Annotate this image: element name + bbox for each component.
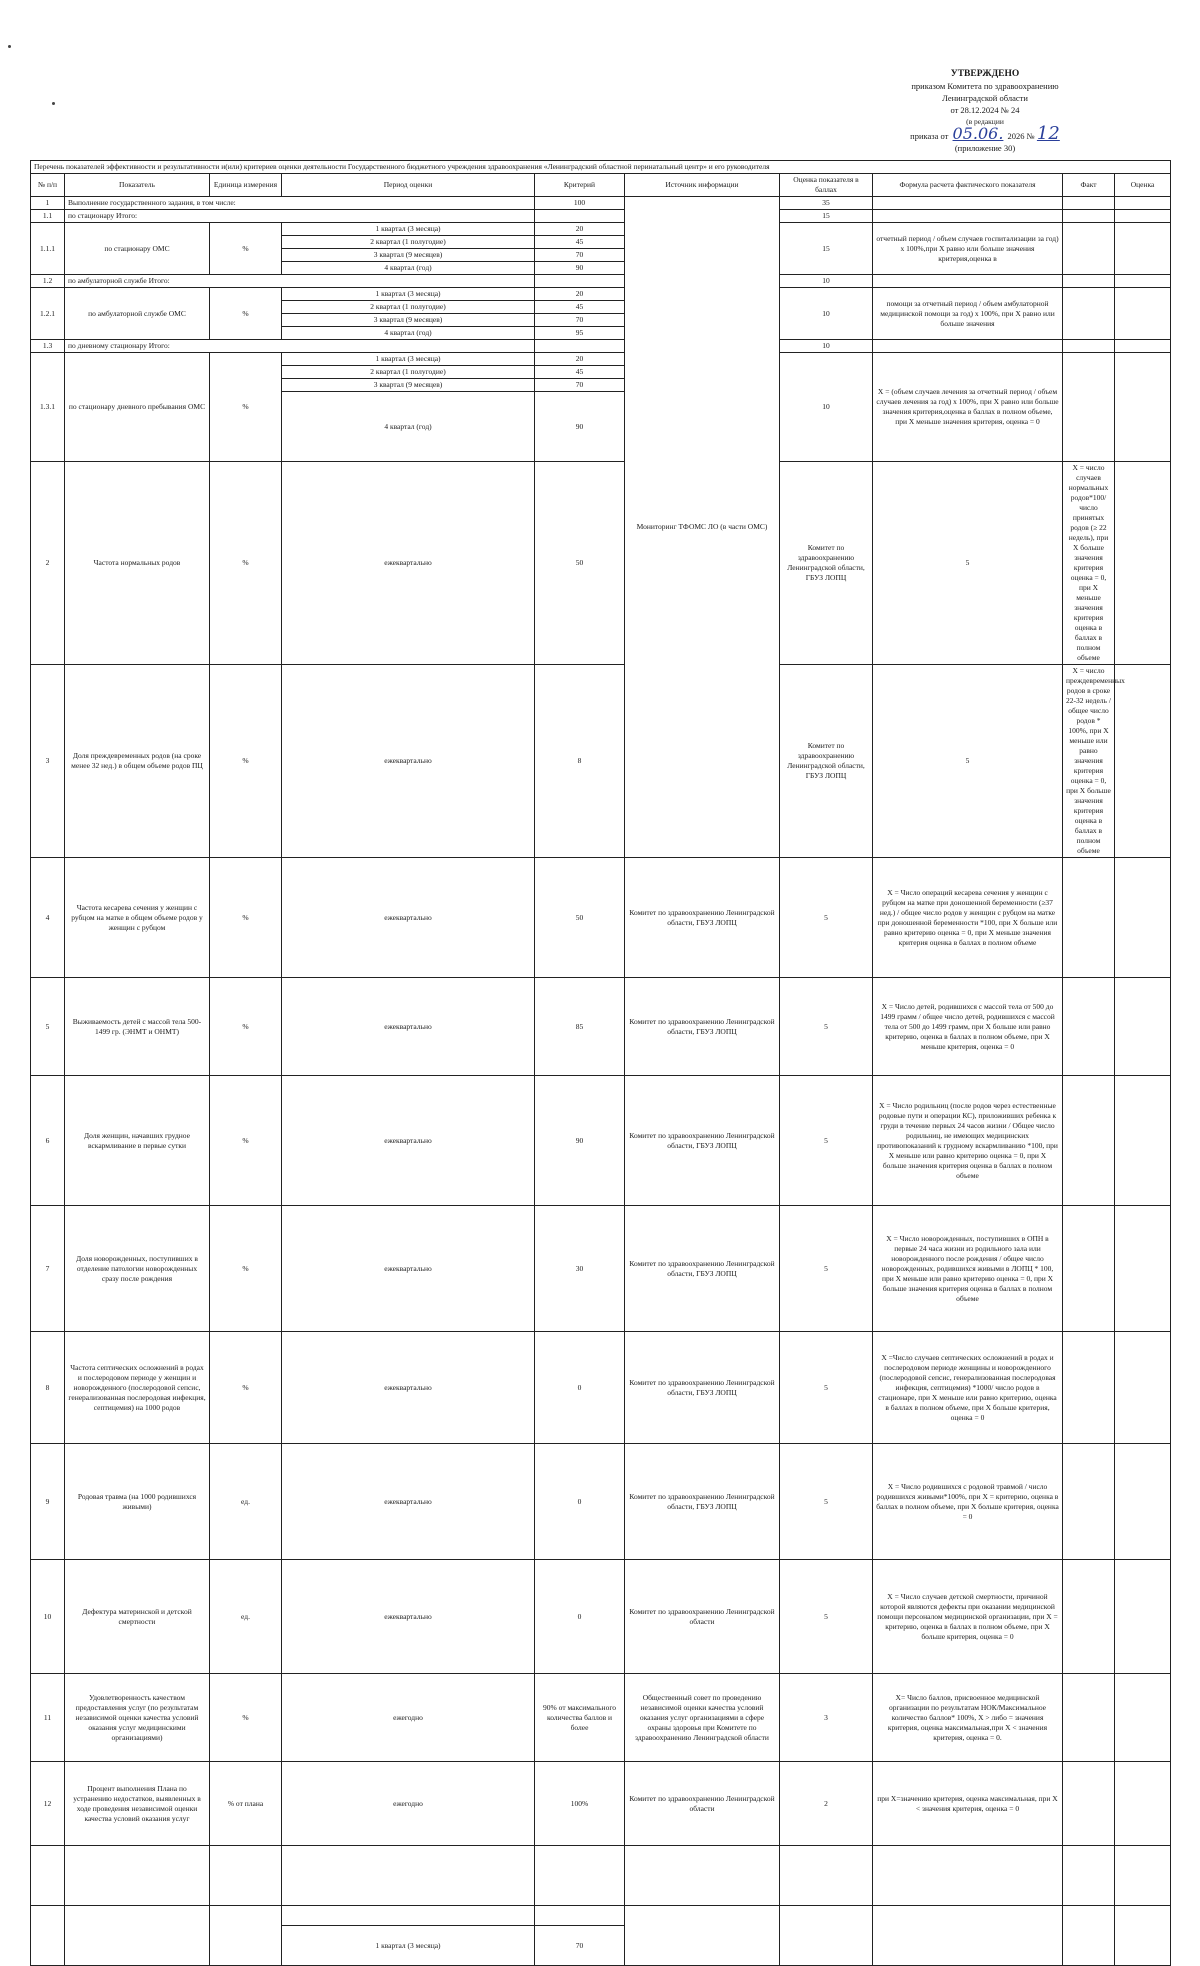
row-indicator: по дневному стационару Итого: — [65, 340, 535, 353]
row-indicator: Выживаемость детей с массой тела 500-1499 гр. (ЭНМТ и ОНМТ) — [65, 978, 210, 1076]
row-criterion: 95 — [535, 327, 625, 340]
row-criterion: 20 — [535, 353, 625, 366]
table-row — [31, 1762, 1171, 1846]
row-criterion — [535, 1846, 625, 1906]
table-row — [31, 978, 1171, 1076]
row-period: 4 квартал (год) — [282, 327, 535, 340]
row-criterion: 45 — [535, 236, 625, 249]
row-num: 6 — [31, 1076, 65, 1206]
row-num: 4 — [31, 858, 65, 978]
row-criterion: 0 — [535, 1444, 625, 1560]
row-source: Комитет по здравоохранению Ленинградской области — [625, 1560, 780, 1674]
row-period: 1 квартал (3 месяца) — [282, 223, 535, 236]
row-unit: % — [210, 858, 282, 978]
row-source — [625, 1846, 780, 1906]
row-indicator: Доля новорожденных, поступивших в отделение патологии новорожденных сразу после рождения — [65, 1206, 210, 1332]
row-num: 1.3.1 — [31, 353, 65, 462]
row-period: ежеквартально — [282, 665, 535, 858]
row-criterion: 70 — [535, 379, 625, 392]
scan-speck — [8, 45, 11, 48]
table-row — [31, 223, 1171, 236]
row-unit: ед. — [210, 1444, 282, 1560]
row-period: 2 квартал (1 полугодие) — [282, 301, 535, 314]
table-row — [31, 1906, 1171, 1926]
row-period: ежегодно — [282, 1674, 535, 1762]
approval-line: Ленинградской области — [942, 93, 1028, 103]
row-unit — [210, 1846, 282, 1906]
row-num: 1.1 — [31, 210, 65, 223]
table-row — [31, 1560, 1171, 1674]
row-criterion: 45 — [535, 301, 625, 314]
row-num: 11 — [31, 1674, 65, 1762]
row-num: 7 — [31, 1206, 65, 1332]
row-score: 5 — [780, 978, 873, 1076]
row-period: ежеквартально — [282, 462, 535, 665]
row-indicator: Выполнение государственного задания, в том числе: — [65, 197, 535, 210]
row-indicator: по стационару ОМС — [65, 223, 210, 275]
row-period: 3 квартал (9 месяцев) — [282, 249, 535, 262]
row-criterion: 50 — [535, 858, 625, 978]
row-period: ежеквартально — [282, 858, 535, 978]
table-caption: Перечень показателей эффективности и результативности и(или) критериев оценки деятельности Государственного бюджетного учреждения здравоохранения «Ленинградский областной перинатальный центр» и его руководителя — [31, 161, 1171, 174]
row-score: 5 — [780, 1444, 873, 1560]
row-period: ежеквартально — [282, 1332, 535, 1444]
row-period: 2 квартал (1 полугодие) — [282, 366, 535, 379]
scan-speck — [52, 102, 55, 105]
row-period: 2 квартал (1 полугодие) — [282, 236, 535, 249]
col-header-formula: Формула расчета фактического показателя — [873, 174, 1063, 197]
handwritten-number: 12 — [1036, 123, 1060, 144]
row-period: ежеквартально — [282, 1206, 535, 1332]
row-num: 1.2 — [31, 275, 65, 288]
col-header-unit: Единица измерения — [210, 174, 282, 197]
table-row — [31, 340, 1171, 353]
row-unit: % — [210, 462, 282, 665]
approval-line: от 28.12.2024 № 24 — [950, 105, 1020, 115]
table-row — [31, 462, 1171, 665]
row-formula: X = (объем случаев лечения за отчетный период / объем случаев лечения за год) х 100%, при X равно или больше значения критерия,оценка в баллах в полном объеме, при X меньше значения критерия, оценка = 0 — [873, 353, 1063, 462]
row-formula: X = Число детей, родившихся с массой тела от 500 до 1499 грамм / общее число детей, родившихся с массой тела от 500 до 1499 грамм, при X больше или равно критерию, оценка в баллах в полном объеме, при X меньше критерия, оценка = 0 — [873, 978, 1063, 1076]
col-header-assessment: Оценка — [1115, 174, 1171, 197]
col-header-fact: Факт — [1063, 174, 1115, 197]
row-score: 5 — [780, 1332, 873, 1444]
row-indicator: Доля женщин, начавших грудное вскармливание в первые сутки — [65, 1076, 210, 1206]
row-formula: X= Число баллов, присвоенное медицинской организации по результатам НОК/Максимальное количество баллов* 100%, X > либо = значения критерия, оценка максимальная,при X < значения критерия, оценка = 0. — [873, 1674, 1063, 1762]
row-criterion: 0 — [535, 1560, 625, 1674]
row-formula: X =Число случаев септических осложнений в родах и послеродовом периоде женщины и новорожденного (послеродовой сепсис, генерализованная послеродовая инфекция, септицемия) *1000/ число родов в стационаре, при X меньше или равно критерию, оценка в баллах в полном объеме, при X больше критерия, оценка = 0 — [873, 1332, 1063, 1444]
row-period — [282, 1846, 535, 1906]
row-score: 15 — [780, 210, 873, 223]
row-num — [31, 1846, 65, 1906]
table-row — [31, 353, 1171, 366]
row-indicator: Процент выполнения Плана по устранению недостатков, выявленных в ходе проведения независимой оценки качества условий оказания услуг — [65, 1762, 210, 1846]
row-formula — [873, 1846, 1063, 1906]
row-period: 3 квартал (9 месяцев) — [282, 379, 535, 392]
row-num: 1.1.1 — [31, 223, 65, 275]
table-row — [31, 858, 1171, 978]
row-num: 2 — [31, 462, 65, 665]
row-num: 1.2.1 — [31, 288, 65, 340]
table-row — [31, 210, 1171, 223]
row-source: Комитет по здравоохранению Ленинградской области, ГБУЗ ЛОПЦ — [625, 858, 780, 978]
table-row — [31, 1206, 1171, 1332]
row-unit: % — [210, 1076, 282, 1206]
row-num: 1 — [31, 197, 65, 210]
table-row — [31, 1846, 1171, 1906]
row-source: Комитет по здравоохранению Ленинградской области, ГБУЗ ЛОПЦ — [780, 665, 873, 858]
row-criterion: 90 — [535, 392, 625, 462]
row-score: 2 — [780, 1762, 873, 1846]
row-indicator: по стационару дневного пребывания ОМС — [65, 353, 210, 462]
row-unit: % — [210, 1206, 282, 1332]
row-indicator — [65, 1846, 210, 1906]
row-unit: % — [210, 978, 282, 1076]
row-unit: % — [210, 1674, 282, 1762]
approval-order-year: 2026 № — [1007, 131, 1035, 141]
row-score: 5 — [873, 462, 1063, 665]
row-score — [780, 1846, 873, 1906]
row-source: Комитет по здравоохранению Ленинградской области, ГБУЗ ЛОПЦ — [625, 978, 780, 1076]
row-indicator: Частота нормальных родов — [65, 462, 210, 665]
approval-line: (в редакции — [966, 117, 1004, 126]
row-criterion: 100% — [535, 1762, 625, 1846]
row-criterion: 70 — [535, 249, 625, 262]
approval-line: приказом Комитета по здравоохранению — [911, 81, 1059, 91]
table-row — [31, 1076, 1171, 1206]
row-source: Общественный совет по проведению независимой оценки качества условий оказания услуг организациями в сфере охраны здоровья при Комитете по здравоохранению Ленинградской области — [625, 1674, 780, 1762]
row-period: ежегодно — [282, 1762, 535, 1846]
table-row — [31, 1332, 1171, 1444]
row-period: 1 квартал (3 месяца) — [282, 353, 535, 366]
row-period: 4 квартал (год) — [282, 262, 535, 275]
row-formula: X = число преждевременных родов в сроке 22-32 недель / общее число родов * 100%, при X меньше или равно значения критерия оценка = 0, при X больше значения критерия оценка в баллах в полном объеме — [1063, 665, 1115, 858]
row-indicator: Частота кесарева сечения у женщин с рубцом на матке в общем объеме родов у женщин с рубцом — [65, 858, 210, 978]
row-criterion: 90 — [535, 1076, 625, 1206]
row-formula: помощи за отчетный период / объем амбулаторной медицинской помощи за год) х 100%, при X равно или больше значения — [873, 288, 1063, 340]
table-row — [31, 275, 1171, 288]
row-score: 10 — [780, 340, 873, 353]
row-period: ежеквартально — [282, 1560, 535, 1674]
row-source: Комитет по здравоохранению Ленинградской области — [625, 1762, 780, 1846]
row-indicator: по амбулаторной службе Итого: — [65, 275, 535, 288]
table-row — [31, 288, 1171, 301]
row-period: 3 квартал (9 месяцев) — [282, 314, 535, 327]
col-header-score: Оценка показателя в баллах — [780, 174, 873, 197]
row-num: 3 — [31, 665, 65, 858]
row-score: 10 — [780, 353, 873, 462]
row-score: 5 — [780, 1560, 873, 1674]
row-formula: X = Число операций кесарева сечения у женщин с рубцом на матке при доношенной беременности (≥37 нед.) / общее число родов у женщин с рубцом на матке при доношенной беременности *100, при X больше или равно критерию оценка = 0, при X меньше значения критерия оценка в баллах в полном объеме — [873, 858, 1063, 978]
row-period: 1 квартал (3 месяца) — [282, 1926, 535, 1966]
table-row — [31, 1674, 1171, 1762]
approval-stamp — [860, 68, 1110, 154]
row-criterion: 0 — [535, 1332, 625, 1444]
table-row — [31, 1444, 1171, 1560]
row-num: 12 — [31, 1762, 65, 1846]
table-row — [31, 665, 1171, 858]
row-indicator: Родовая травма (на 1000 родившихся живыми) — [65, 1444, 210, 1560]
row-unit: ед. — [210, 1560, 282, 1674]
row-criterion: 50 — [535, 462, 625, 665]
row-num: 9 — [31, 1444, 65, 1560]
row-score: 15 — [780, 223, 873, 275]
row-formula: отчетный период / объем случаев госпитализации за год) х 100%,при X равно или больше значения критерия,оценка в — [873, 223, 1063, 275]
row-unit: % — [210, 223, 282, 275]
row-score: 5 — [780, 858, 873, 978]
row-formula: X = Число родившихся с родовой травмой / число родившихся живыми*100%, при X = критерию, оценка в баллах в полном объеме, при X больше критерия, оценка = 0 — [873, 1444, 1063, 1560]
row-num: 10 — [31, 1560, 65, 1674]
row-criterion: 70 — [535, 314, 625, 327]
row-score: 35 — [780, 197, 873, 210]
row-num: 5 — [31, 978, 65, 1076]
row-score: 3 — [780, 1674, 873, 1762]
row-criterion: 8 — [535, 665, 625, 858]
row-score: 10 — [780, 288, 873, 340]
row-indicator: по стационару Итого: — [65, 210, 535, 223]
row-criterion: 30 — [535, 1206, 625, 1332]
row-score: 10 — [780, 275, 873, 288]
row-indicator: Частота септических осложнений в родах и послеродовом периоде у женщин и новорожденного (послеродовой сепсис, генерализованная послеродовая инфекция, септицемия) на 1000 родов — [65, 1332, 210, 1444]
row-indicator: Доля преждевременных родов (на сроке менее 32 нед.) в общем объеме родов ПЦ — [65, 665, 210, 858]
approval-order-prefix: приказа от — [910, 131, 949, 141]
col-header-source: Источник информации — [625, 174, 780, 197]
row-score: 5 — [780, 1206, 873, 1332]
approval-line: (приложение 30) — [954, 143, 1016, 153]
row-formula: при X=значению критерия, оценка максимальная, при X < значения критерия, оценка = 0 — [873, 1762, 1063, 1846]
row-score: 5 — [873, 665, 1063, 858]
row-criterion: 20 — [535, 223, 625, 236]
row-criterion: 90 — [535, 262, 625, 275]
row-period: ежеквартально — [282, 1076, 535, 1206]
row-unit: % — [210, 1332, 282, 1444]
row-source: Комитет по здравоохранению Ленинградской области, ГБУЗ ЛОПЦ — [625, 1444, 780, 1560]
row-criterion: 45 — [535, 366, 625, 379]
col-header-period: Период оценки — [282, 174, 535, 197]
row-source: Комитет по здравоохранению Ленинградской области, ГБУЗ ЛОПЦ — [625, 1206, 780, 1332]
row-indicator: Дефектура материнской и детской смертности — [65, 1560, 210, 1674]
row-criterion: 100 — [535, 197, 625, 210]
col-header-criterion: Критерий — [535, 174, 625, 197]
row-indicator: Удовлетворенность качеством предоставления услуг (по результатам независимой оценки качества условий оказания услуг медицинскими организациями) — [65, 1674, 210, 1762]
row-formula: X = Число случаев детской смертности, причиной которой являются дефекты при оказании медицинской помощи персоналом медицинской организации, при X = критерию, оценка в баллах в полном объеме, при X больше критерия, оценка = 0 — [873, 1560, 1063, 1674]
row-unit: % — [210, 288, 282, 340]
approval-title: УТВЕРЖДЕНО — [950, 69, 1020, 79]
row-unit: % — [210, 353, 282, 462]
row-formula: X = Число новорожденных, поступивших в ОПН в первые 24 часа жизни из родильного зала или новорожденного после рождения / общее число новорожденных, родившихся живыми в ЛОПЦ * 100, при X меньше или равно критерию оценка = 0, при X больше значения критерия оценка в баллах в полном объеме — [873, 1206, 1063, 1332]
row-unit: % от плана — [210, 1762, 282, 1846]
row-criterion: 70 — [535, 1926, 625, 1966]
col-header-num: № п/п — [31, 174, 65, 197]
row-period: ежеквартально — [282, 978, 535, 1076]
row-criterion: 90% от максимального количества баллов и более — [535, 1674, 625, 1762]
row-period: ежеквартально — [282, 1444, 535, 1560]
row-indicator: по амбулаторной службе ОМС — [65, 288, 210, 340]
row-num: 8 — [31, 1332, 65, 1444]
row-num: 1.3 — [31, 340, 65, 353]
col-header-indicator: Показатель — [65, 174, 210, 197]
table-header-row — [31, 174, 1171, 197]
row-source: Комитет по здравоохранению Ленинградской области, ГБУЗ ЛОПЦ — [625, 1332, 780, 1444]
approval-order-line — [860, 123, 1110, 144]
row-period: 1 квартал (3 месяца) — [282, 288, 535, 301]
row-source: Мониторинг ТФОМС ЛО (в части ОМС) — [625, 197, 780, 858]
indicators-table — [30, 160, 1171, 1966]
table-row — [31, 197, 1171, 210]
row-source: Комитет по здравоохранению Ленинградской области, ГБУЗ ЛОПЦ — [780, 462, 873, 665]
row-score: 5 — [780, 1076, 873, 1206]
row-formula: X = Число родильниц (после родов через естественные родовые пути и операции КС), приложивших ребенка к груди в течение первых 24 часов жизни / Общее число родильниц, не имеющих медицинских противопоказаний к грудному вскармливанию *100, при X меньше или равно критерию оценка = 0, при X больше значения критерия оценка в баллах в полном объеме — [873, 1076, 1063, 1206]
row-formula: X = число случаев нормальных родов*100/ число принятых родов (≥ 22 недель), при X больше значения критерия оценка = 0, при X меньше значения критерия оценка в баллах в полном объеме — [1063, 462, 1115, 665]
row-unit: % — [210, 665, 282, 858]
handwritten-date: 05.06. — [952, 124, 1004, 143]
row-period: 4 квартал (год) — [282, 392, 535, 462]
row-criterion: 20 — [535, 288, 625, 301]
row-source: Комитет по здравоохранению Ленинградской области, ГБУЗ ЛОПЦ — [625, 1076, 780, 1206]
row-criterion: 85 — [535, 978, 625, 1076]
